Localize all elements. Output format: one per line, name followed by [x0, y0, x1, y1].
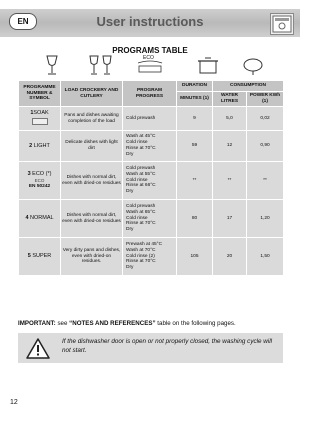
progress-step: Wash at 70°C [126, 247, 156, 253]
water-cell: 12 [213, 131, 247, 162]
program-cell [19, 131, 61, 162]
col-duration-header: DURATION [177, 81, 213, 92]
load-cell: Very dirty pans and dishes, even with dried-on residues. [61, 238, 123, 276]
page-number: 12 [10, 399, 18, 406]
warning-box [18, 333, 283, 363]
program-cell [19, 238, 61, 276]
program-number: 2 [29, 142, 33, 149]
section-title: PROGRAMS TABLE [112, 46, 188, 55]
pot-icon [196, 56, 220, 76]
power-cell: 0,90 [247, 131, 284, 162]
table-row [19, 162, 284, 200]
important-label: IMPORTANT: [18, 320, 56, 327]
power-cell: 0,02 [247, 107, 284, 131]
col-progress-header: PROGRAM PROGRESS [123, 81, 177, 107]
eco-program-icon [135, 55, 165, 75]
program-cell [19, 162, 61, 200]
progress-step: Cold rinse [126, 140, 148, 146]
program-icons-row [0, 54, 300, 78]
table-row [19, 200, 284, 238]
progress-cell [123, 162, 177, 200]
load-cell: Pans and dishes awaiting completion of the load [61, 107, 123, 131]
table-row [19, 131, 284, 162]
appliance-logo-icon [270, 13, 294, 35]
minutes-cell: 9 [177, 107, 213, 131]
progress-step: Rinse at 70°C [126, 221, 156, 227]
load-cell: Delicate dishes with light dirt [61, 131, 123, 162]
table-row [19, 238, 284, 276]
progress-step: Cold prewash [126, 115, 156, 121]
program-name: LIGHT [33, 142, 50, 149]
eco-icon-text: ECO [143, 55, 154, 61]
progress-cell [123, 131, 177, 162]
language-badge: EN [9, 13, 37, 30]
program-name: NORMAL [30, 215, 54, 222]
power-cell: ** [247, 162, 284, 200]
progress-step: Cold prewash [126, 203, 156, 209]
eco-badge: ECO [34, 178, 45, 184]
program-cell [19, 107, 61, 131]
progress-step: Cold prewash [126, 165, 156, 171]
progress-step: Dry [126, 189, 134, 195]
water-cell: 20 [213, 238, 247, 276]
progress-cell [123, 238, 177, 276]
progress-step: Wash at 55°C [126, 171, 156, 177]
progress-step: Prewash at 45°C [126, 241, 163, 247]
standard-label: EN 50242 [28, 183, 51, 189]
program-cell [19, 200, 61, 238]
progress-step: Rinse at 66°C [126, 183, 156, 189]
program-name: SOAK [33, 109, 49, 116]
soak-symbol-icon [32, 118, 48, 125]
warning-triangle-icon [26, 338, 50, 359]
glasses-icon [44, 54, 60, 76]
progress-step: Cold rinse [126, 177, 148, 183]
col-consumption-header: CONSUMPTION [213, 81, 284, 92]
progress-step: Cold rinse [126, 215, 148, 221]
col-program-header: PROGRAMME NUMBER & SYMBOL [19, 81, 61, 107]
pan-icon [240, 56, 266, 76]
minutes-cell: ** [177, 162, 213, 200]
important-post: table on the following pages. [157, 320, 236, 327]
important-reference: “NOTES AND REFERENCES” [69, 320, 156, 327]
double-glasses-icon [88, 54, 114, 76]
col-water-header: WATER LITRES [213, 92, 247, 107]
power-cell: 1,50 [247, 238, 284, 276]
progress-step: Cold rinse (2) [126, 253, 155, 259]
progress-step: Rinse at 70°C [126, 259, 156, 265]
minutes-cell: 59 [177, 131, 213, 162]
warning-text: If the dishwasher door is open or not properly closed, the washing cycle will not start. [62, 338, 273, 354]
program-number: 5 [27, 253, 31, 260]
program-name: ECO (*) [32, 171, 52, 178]
important-pre: see [57, 320, 68, 327]
power-cell: 1,20 [247, 200, 284, 238]
programs-table [18, 80, 284, 276]
water-cell: 5,0 [213, 107, 247, 131]
progress-step: Dry [126, 151, 134, 157]
program-number: 3 [27, 171, 31, 178]
load-cell: Dishes with normal dirt, even with dried-on residues [61, 162, 123, 200]
minutes-cell: 80 [177, 200, 213, 238]
program-number: 4 [25, 215, 29, 222]
minutes-cell: 105 [177, 238, 213, 276]
progress-step: Dry [126, 227, 134, 233]
progress-step: Rinse at 70°C [126, 146, 156, 151]
progress-cell [123, 107, 177, 131]
program-number: 1 [30, 109, 34, 116]
progress-step: Wash at 45°C [126, 134, 156, 140]
table-row [19, 107, 284, 131]
load-cell: Dishes with normal dirt, even with dried-on residues [61, 200, 123, 238]
water-cell: ** [213, 162, 247, 200]
col-minutes-header: MINUTES (1) [177, 92, 213, 107]
progress-step: Dry [126, 265, 134, 271]
page-header-title: User instructions [96, 14, 204, 29]
col-load-header: LOAD CROCKERY AND CUTLERY [61, 81, 123, 107]
water-cell: 17 [213, 200, 247, 238]
progress-cell [123, 200, 177, 238]
col-power-header: POWER KWh (1) [247, 92, 284, 107]
important-note [18, 320, 236, 327]
program-name: SUPER [32, 253, 52, 260]
progress-step: Wash at 65°C [126, 209, 156, 215]
